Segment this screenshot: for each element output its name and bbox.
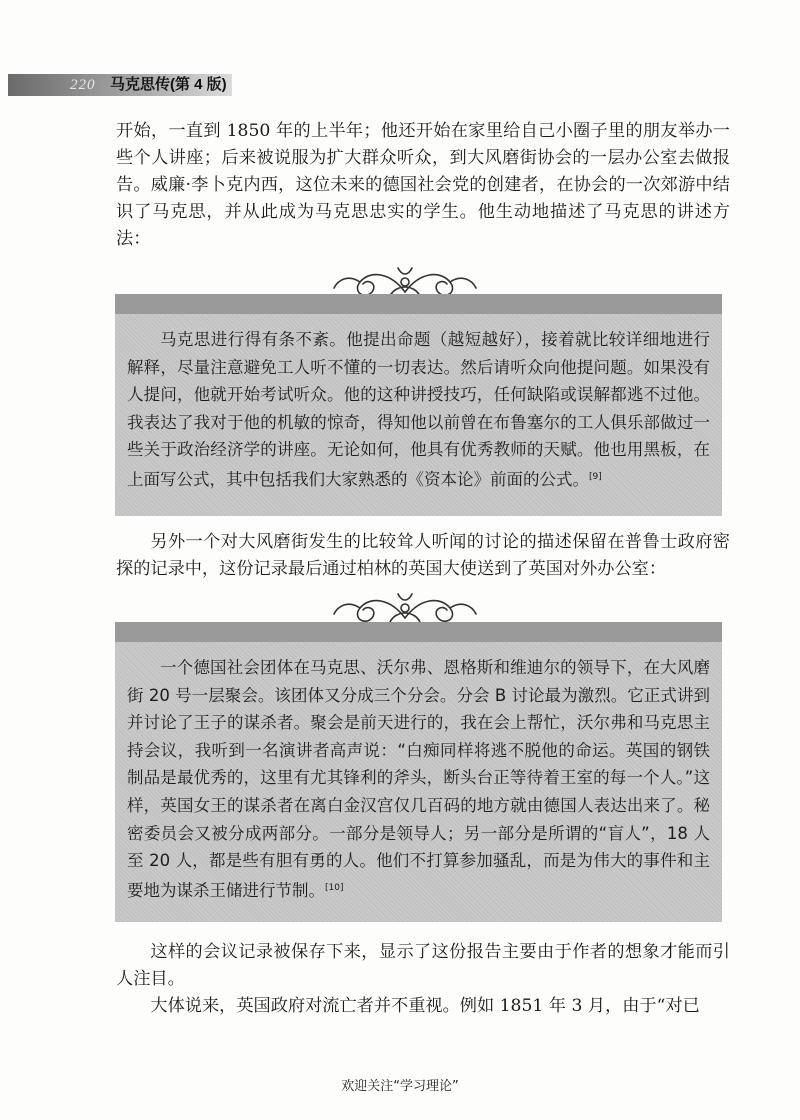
page-footer: 欢迎关注“学习理论” xyxy=(341,1079,459,1094)
quote-2-text: 一个德国社会团体在马克思、沃尔弗、恩格斯和维迪尔的领导下，在大风磨街 20 号一层聚会。该团体又分成三个分会。分会 B 讨论最为激烈。它正式讲到并讨论了王子的谋杀者。聚会是前天进行的，我在会上帮忙，沃尔弗和马克思主持会议，我听到一名演讲者高声说：“白痴同样将逃不脱他的命运。英国的钢铁制品是最优秀的，这里有尤其锋利的斧头，断头台正等待着王室的每一个人。”这样，英国女王的谋杀者在离白金汉宫仅几百码的地方就由德国人表达出来了。秘密委员会又被分成两部分。一部分是领导人；另一部分是所谓的“盲人”，18 人至 20 人，都是些有胆有勇的人。他们不打算参加骚乱，而是为伟大的事件和主要地为谋杀王储进行节制。 xyxy=(127,658,710,900)
body-paragraph-1: 开始，一直到 1850 年的上半年；他还开始在家里给自己小圈子里的朋友举办一些个人讲座；后来被说服为扩大群众听众，到大风磨街协会的一层办公室去做报告。威廉·李卜克内西，这位未来的德国社会党的创建者，在协会的一次郊游中结识了马克思，并从此成为马克思忠实的学生。他生动地描述了马克思的讲述方法： xyxy=(116,121,730,249)
body-paragraph-3: 这样的会议记录被保存下来，显示了这份报告主要由于作者的想象才能而引人注目。 xyxy=(116,942,730,989)
body-paragraph-2: 另外一个对大风磨街发生的比较耸人听闻的讨论的描述保留在普鲁士政府密探的记录中，这份记录最后通过柏林的英国大使送到了英国对外办公室： xyxy=(116,532,730,579)
footnote-ref-10: [10] xyxy=(325,882,344,893)
body-paragraph-4: 大体说来，英国政府对流亡者并不重视。例如 1851 年 3 月，由于“对已 xyxy=(150,996,700,1016)
quote-box-1 xyxy=(115,294,722,516)
footnote-ref-9: [9] xyxy=(589,471,602,482)
quote-paragraph-2 xyxy=(115,642,722,912)
quote-box-2 xyxy=(115,622,722,922)
quote-1-text: 马克思进行得有条不紊。他提出命题（越短越好），接着就比较详细地进行解释，尽量注意避免工人听不懂的一切表达。然后请听众向他提问题。如果没有人提问，他就开始考试听众。他的这种讲授技巧，任何缺陷或误解都逃不过他。我表达了我对于他的机敏的惊奇，得知他以前曾在布鲁塞尔的工人俱乐部做过一些关于政治经济学的讲座。无论如何，他具有优秀教师的天赋。他也用黑板，在上面写公式，其中包括我们大家熟悉的《资本论》前面的公式。 xyxy=(127,330,710,489)
book-title: 马克思传(第 4 版) xyxy=(110,76,227,93)
quote-paragraph-1 xyxy=(115,314,722,502)
page-number: 220 xyxy=(70,77,96,93)
